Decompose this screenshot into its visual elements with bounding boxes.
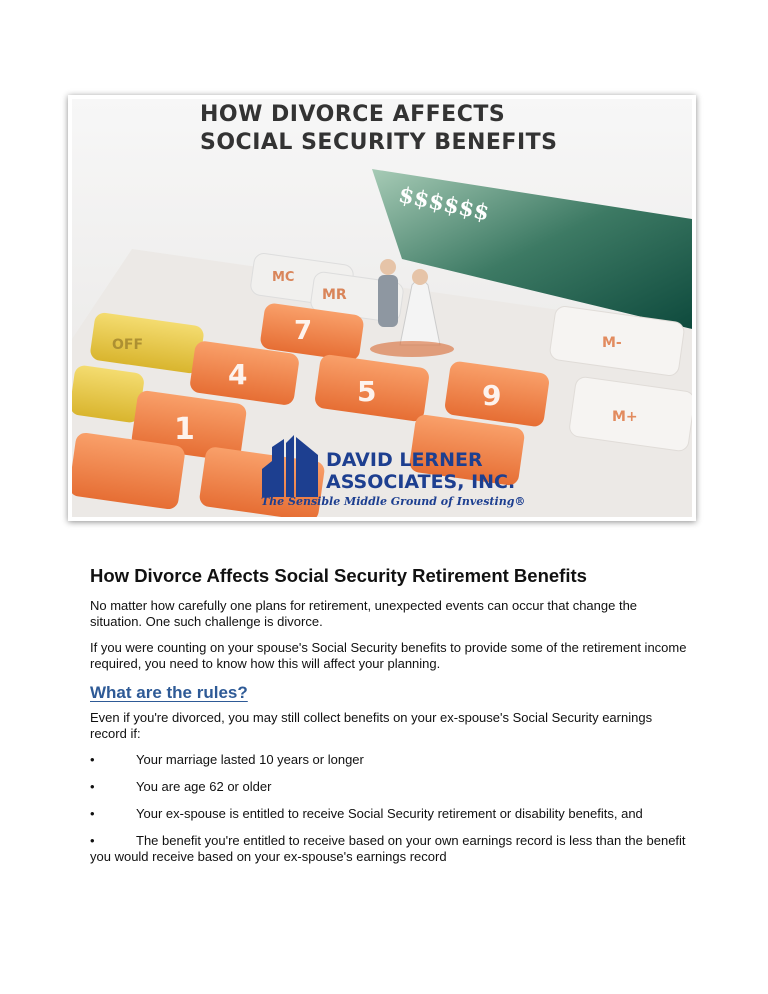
svg-text:5: 5: [357, 375, 377, 408]
bullet: •: [90, 779, 95, 794]
list-item: [90, 833, 690, 865]
list-item-text: You are age 62 or older: [136, 779, 272, 794]
intro-paragraph-1: No matter how carefully one plans for retirement, unexpected events can occur that change the situation. One such challenge is divorce.: [90, 598, 638, 629]
rules-intro: Even if you're divorced, you may still collect benefits on your ex-spouse's Social Security earnings record if:: [90, 710, 653, 741]
svg-text:1: 1: [174, 412, 195, 447]
article-body: [90, 564, 690, 876]
svg-text:M+: M+: [612, 409, 638, 425]
list-item: [90, 779, 690, 795]
bullet: •: [90, 833, 95, 848]
article-title: How Divorce Affects Social Security Retirement Benefits: [90, 565, 587, 586]
svg-text:OFF: OFF: [112, 337, 144, 353]
bullet: •: [90, 752, 95, 767]
list-item: [90, 752, 690, 768]
bullet: •: [90, 806, 95, 821]
list-item-text: The benefit you're entitled to receive based on your own earnings record is less than the benefit you would receive based on your ex-spouse's earnings record: [90, 833, 686, 864]
logo-company-name: DAVID LERNER ASSOCIATES, INC.: [326, 449, 516, 493]
svg-text:MR: MR: [322, 287, 347, 303]
svg-text:7: 7: [294, 316, 313, 346]
list-item: [90, 806, 690, 822]
svg-text:4: 4: [228, 358, 248, 391]
list-item-text: Your marriage lasted 10 years or longer: [136, 752, 364, 767]
svg-text:M-: M-: [602, 335, 622, 351]
svg-text:MC: MC: [272, 270, 295, 285]
logo-tagline: The Sensible Middle Ground of Investing®: [261, 495, 526, 508]
rules-heading: What are the rules?: [90, 683, 248, 702]
hero-image: [68, 95, 696, 521]
intro-paragraph-2: If you were counting on your spouse's Social Security benefits to provide some of the retirement income required, you need to know how this will affect your planning.: [90, 640, 687, 671]
money-symbols: $$$$$$: [396, 181, 492, 227]
list-item-text: Your ex-spouse is entitled to receive Social Security retirement or disability benefits, and: [136, 806, 643, 821]
hero-headline: HOW DIVORCE AFFECTS SOCIAL SECURITY BENEFITS: [200, 102, 558, 155]
svg-text:9: 9: [482, 379, 502, 412]
